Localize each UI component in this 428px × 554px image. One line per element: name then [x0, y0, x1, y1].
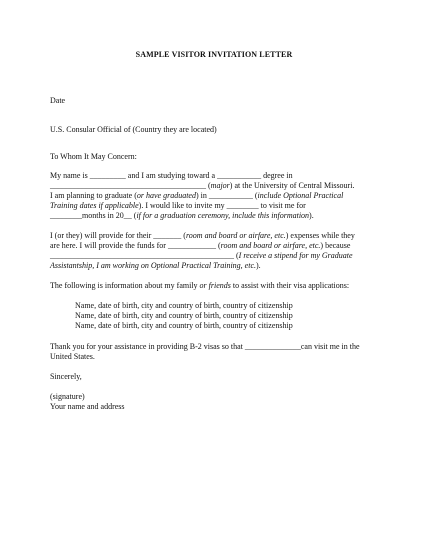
para1-line2-end: ) at the University of Central Missouri. [229, 181, 355, 190]
para1-training-dates: Training dates if applicable [50, 201, 139, 210]
para1-line5-start: ________months in 20__ ( [50, 211, 137, 220]
para1-line2-blank: _______________________________________ ( [50, 181, 211, 190]
para1-ceremony-note: if for a graduation ceremony, include this information [136, 211, 310, 220]
para2-line1-start: I (or they) will provide for their _______ ( [50, 231, 186, 240]
family-member-1: Name, date of birth, city and country of birth, country of citizenship [75, 301, 293, 310]
para2-line2-end: ) because [320, 241, 351, 250]
para2-line4 [50, 261, 261, 271]
para2-line3-blank: ______________________________________________ ( [50, 251, 239, 260]
family-intro-start: The following is information about my family [50, 281, 200, 290]
para2-line2-start: are here. I will provide the funds for ____________ ( [50, 241, 221, 250]
para1-line3-mid: ) in ___________ ( [195, 191, 258, 200]
closing: Sincerely, [50, 372, 82, 381]
signature-placeholder: (signature) [50, 392, 85, 401]
para2-line1 [50, 231, 355, 241]
para2-line1-end: ) expenses while they [285, 231, 355, 240]
para1-graduated: or have graduated [136, 191, 196, 200]
name-address-placeholder: Your name and address [50, 402, 125, 411]
salutation: To Whom It May Concern: [50, 152, 137, 161]
addressee-line: U.S. Consular Official of (Country they are located) [50, 125, 217, 134]
thanks-line2: United States. [50, 352, 95, 361]
family-intro-friends: or friends [199, 281, 231, 290]
para1-line3 [50, 191, 343, 201]
para1-line5 [50, 211, 314, 221]
para2-line2 [50, 241, 350, 251]
para2-assistantship-note: Assistantship, I am working on Optional Practical Training, etc. [50, 261, 256, 270]
para2-stipend-note: I receive a stipend for my Graduate [238, 251, 353, 260]
para2-funds-type: room and board or airfare, etc. [220, 241, 321, 250]
para1-line5-end: ). [309, 211, 314, 220]
family-intro [50, 281, 349, 291]
para1-major: major [210, 181, 230, 190]
family-member-2: Name, date of birth, city and country of birth, country of citizenship [75, 311, 293, 320]
date-line: Date [50, 96, 66, 105]
para1-line4 [50, 201, 306, 211]
family-member-3: Name, date of birth, city and country of birth, country of citizenship [75, 321, 293, 330]
para2-line4-end: ). [256, 261, 261, 270]
para1-line1: My name is _________ and I am studying toward a ___________ degree in [50, 171, 293, 180]
para2-line3 [50, 251, 353, 261]
para2-expense-type: room and board or airfare, etc. [185, 231, 286, 240]
thanks-line1: Thank you for your assistance in providing B-2 visas so that ______________can visit me in the [50, 342, 360, 351]
para1-opt-note: include Optional Practical [257, 191, 344, 200]
family-intro-end: to assist with their visa applications: [230, 281, 350, 290]
letter-title: SAMPLE VISITOR INVITATION LETTER [135, 50, 293, 59]
para1-line3-start: I am planning to graduate ( [50, 191, 137, 200]
para1-line2 [50, 181, 354, 191]
para1-line4-end: ). I would like to invite my ________ to visit me for [138, 201, 306, 210]
